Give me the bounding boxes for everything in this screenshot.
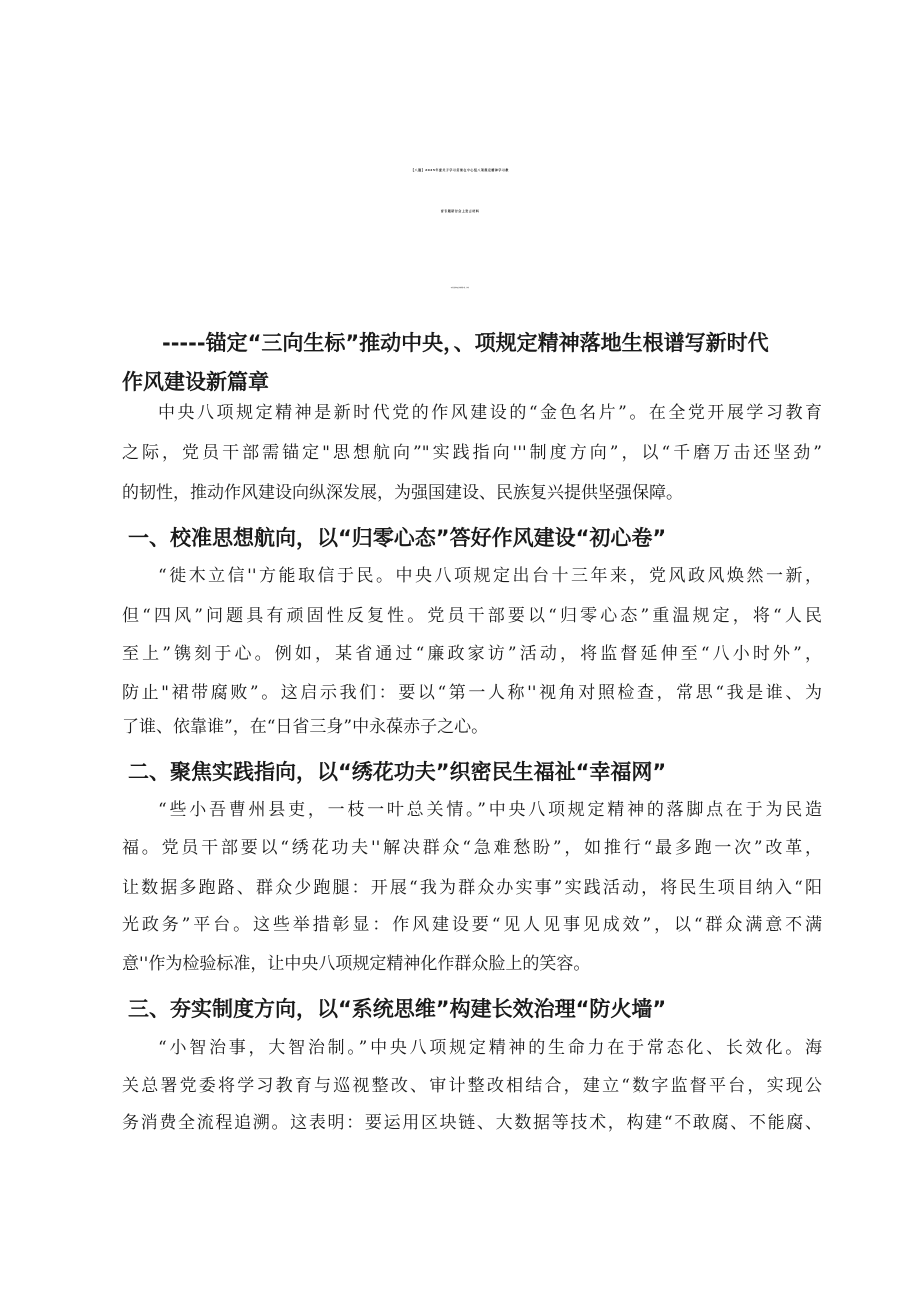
section-2-line: 福。党员干部要以“绣花功夫''解决群众“急难愁盼”，如推行“最多跑一次”改革， [122, 838, 822, 858]
section-1-line: “徙木立信''方能取信于民。中央八项规定出台十三年来，党风政风焕然一新， [158, 566, 822, 586]
section-1-line: 至上”镌刻于心。例如，某省通过“廉政家访”活动，将监督延伸至“八小时外”， [122, 644, 822, 664]
document-title-line-1: 【八篇】2025年度关于学习贯彻在中心组八项规定精神学习教 [411, 168, 509, 172]
section-3-line: 务消费全流程追溯。这表明：要运用区块链、大数据等技术，构建“不敢腐、不能腐、 [122, 1113, 822, 1133]
intro-line: 的韧性，推动作风建设向纵深发展，为强国建设、民族复兴提供坚强保障。 [122, 483, 683, 503]
article-title-line-1: -----锚定“三向生标”推动中央，、项规定精神落地生根谱写新时代 [162, 331, 769, 355]
section-3-line: “小智治事，大智治制。”中央八项规定精神的生命力在于常态化、长效化。海 [158, 1038, 822, 1058]
section-3-line: 关总署党委将学习教育与巡视整改、审计整改相结合，建立“数字监督平台，实现公 [122, 1076, 822, 1096]
section-2-line: 光政务”平台。这些举措彰显：作风建设要“见人见事见成效”，以“群众满意不满 [122, 915, 822, 935]
section-2-line: 意''作为检验标准，让中央八项规定精神化作群众脸上的笑容。 [122, 954, 591, 974]
section-heading-3: 三、夯实制度方向，以“系统思维”构建长效治理“防火墙” [128, 997, 667, 1021]
intro-line: 中央八项规定精神是新时代党的作风建设的“金色名片”。在全党开展学习教育 [158, 403, 822, 423]
section-heading-2: 二、聚焦实践指向，以“绣花功夫”织密民生福祉“幸福网” [128, 760, 667, 784]
section-1-line: 了谁、依靠谁”，在“日省三身”中永葆赤子之心。 [122, 717, 489, 737]
document-title-line-2: 育专题研讨会上发言材料 [440, 209, 480, 213]
section-heading-1: 一、校准思想航向，以“归零心态”答好作风建设“初心卷” [128, 526, 667, 550]
section-2-line: “些小吾曹州县吏，一枝一叶总关情。”中央八项规定精神的落脚点在于为民造 [158, 800, 822, 820]
section-1-line: 但“四风”问题具有顽固性反复性。党员干部要以“归零心态”重温规定，将“人民 [122, 606, 822, 626]
section-2-line: 让数据多跑路、群众少跑腿：开展“我为群众办实事”实践活动，将民生项目纳入“阳 [122, 878, 822, 898]
document-subtitle: （研讨交流材料及心得感悟第1篇，共8篇） [450, 288, 470, 289]
intro-line: 之际，党员干部需锚定"思想航向”"实践指向'''制度方向”，以“千磨万击还坚劲” [122, 443, 822, 463]
section-1-line: 防止"裙带腐败”。这启示我们：要以“第一人称''视角对照检查，常思“我是谁、为 [122, 683, 822, 703]
article-title-line-2: 作风建设新篇章 [122, 370, 269, 394]
